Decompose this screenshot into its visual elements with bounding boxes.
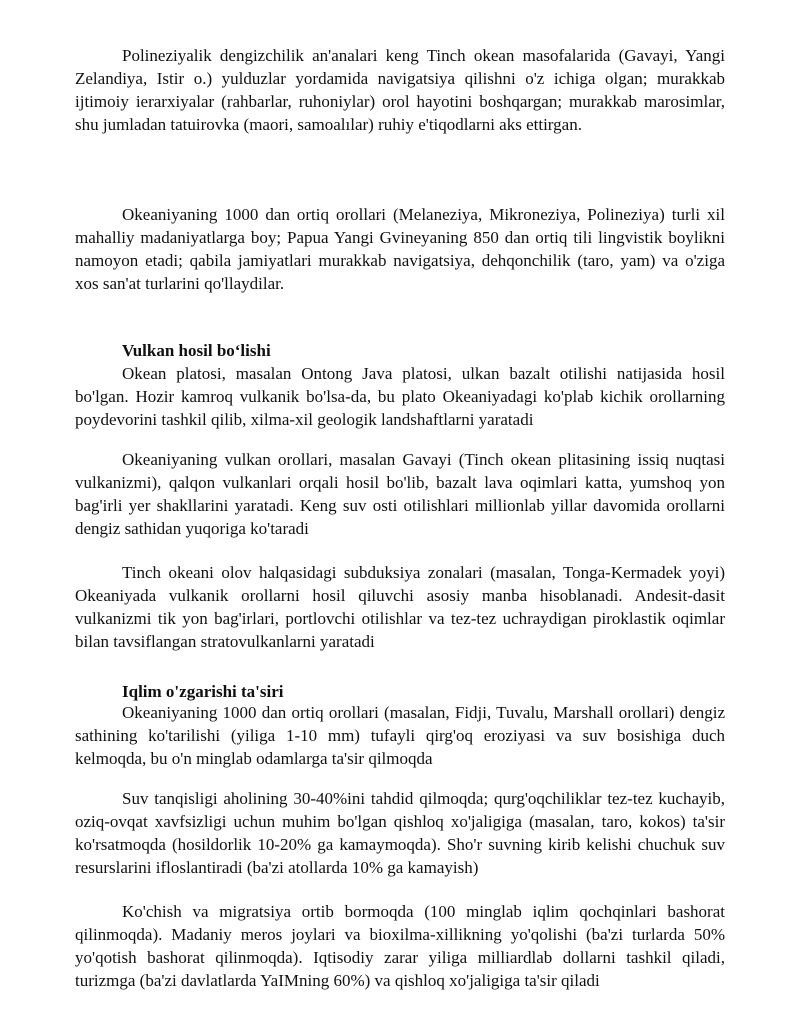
climate-paragraph-migration: Ko'chish va migratsiya ortib bormoqda (100 minglab iqlim qochqinlari bashorat qilinmoqda). Madaniy meros joylari va bioxilma-xillikning yo'qolishi (ba'zi turlarda 50% yo'qotish bashorat qilinmoqda). Iqtisodiy zarar yiliga milliardlab dollarni tashkil qiladi, turizmga (ba'zi davlatlarda YaIMning 60%) va qishloq xo'jaligiga ta'sir qiladi (75, 902, 725, 990)
intro-paragraph-oceania-cultures: Okeaniyaning 1000 dan ortiq orollari (Melaneziya, Mikroneziya, Polineziya) turli xil mahalliy madaniyatlarga boy; Papua Yangi Gvineyaning 850 dan ortiq tili lingvistik boylikni namoyon etadi; qabila jamiyatlari murakkab navigatsiya, dehqonchilik (taro, yam) va o'ziga xos san'at turlarini qo'llaydilar. (75, 205, 725, 293)
volcano-paragraph-plateau: Okean platosi, masalan Ontong Java platosi, ulkan bazalt otilishi natijasida hosil bo'lgan. Hozir kamroq vulkanik bo'lsa-da, bu plato Okeaniyadagi ko'plab kichik orollarning poydevorini tashkil qilib, xilma-xil geologik landshaftlarni yaratadi (75, 364, 725, 429)
intro-paragraph-polynesia: Polineziyalik dengizchilik an'analari keng Tinch okean masofalarida (Gavayi, Yangi Zelandiya, Istir o.) yulduzlar yordamida navigatsiya qilishni o'z ichiga olgan; murakkab ijtimoiy ierarxiyalar (rahbarlar, ruhoniylar) orol hayotini boshqargan; murakkab marosimlar, shu jumladan tatuirovka (maori, samoalılar) ruhiy e'tiqodlarni aks ettirgan. (75, 46, 725, 134)
volcano-paragraph-hotspot: Okeaniyaning vulkan orollari, masalan Gavayi (Tinch okean plitasining issiq nuqtasi vulkanizmi), qalqon vulkanlari orqali hosil bo'lib, bazalt lava oqimlari katta, yumshoq yon bag'irli yer shakllarini yaratadi. Keng suv osti otilishlari millionlab yillar davomida orollarni dengiz sathidan yuqoriga ko'taradi (75, 450, 725, 538)
section-heading-volcano: Vulkan hosil bo‘lishi (122, 341, 271, 360)
climate-paragraph-water-scarcity: Suv tanqisligi aholining 30-40%ini tahdid qilmoqda; qurg'oqchiliklar tez-tez kuchayib, oziq-ovqat xavfsizligi uchun muhim bo'lgan qishloq xo'jaligiga (masalan, taro, kokos) ta'sir ko'rsatmoqda (hosildorlik 10-20% ga kamaymoqda). Sho'r suvning kirib kelishi chuchuk suv resurslarini ifloslantiradi (ba'zi atollarda 10% ga kamayish) (75, 789, 725, 877)
section-heading-climate: Iqlim o'zgarishi ta'siri (122, 682, 284, 701)
climate-paragraph-sea-level: Okeaniyaning 1000 dan ortiq orollari (masalan, Fidji, Tuvalu, Marshall orollari) dengiz sathining ko'tarilishi (yiliga 1-10 mm) tufayli qirg'oq eroziyasi va suv bosishiga duch kelmoqda, bu o'n minglab odamlarga ta'sir qilmoqda (75, 703, 725, 768)
volcano-paragraph-subduction: Tinch okeani olov halqasidagi subduksiya zonalari (masalan, Tonga-Kermadek yoyi) Okeaniyada vulkanik orollarni hosil qiluvchi asosiy manba hisoblanadi. Andesit-dasit vulkanizmi tik yon bag'irlari, portlovchi otilishlar va tez-tez uchraydigan piroklastik oqimlar bilan tavsiflangan stratovulkanlarni yaratadi (75, 563, 725, 651)
